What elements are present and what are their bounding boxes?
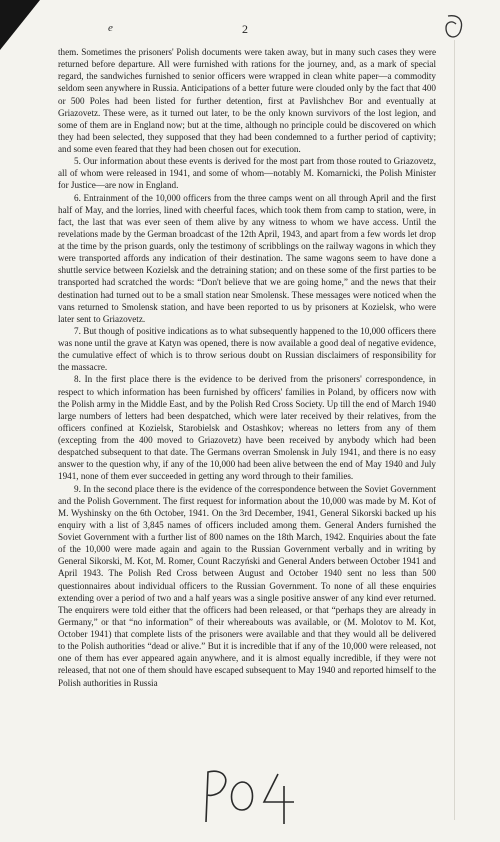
paragraph-6: 6. Entrainment of the 10,000 officers from the three camps went on all through April and the first half of May, and the lorries, lined with cheerful faces, which took them from camp to station, were, in fact, the last that was ever seen of them alive by any witness to whom we have access. Until the revelations made by the German broadcast of the 12th April, 1943, and apart from a few words let drop at the time by the prison guards, only the testimony of scribblings on the railway wagons in which they were transported affords any indication of their destination. The same wagons seem to have done a shuttle service between Kozielsk and the detraining station; and on these some of the first parties to be transported had scratched the words: “Don't believe that we are going home,” and the news that their destination had turned out to be a small station near Smolensk. These messages were noticed when the vans returned to Smolensk station, and have been reported to us by prisoners at Kozielsk, who were later sent to Griazovetz. — [58, 192, 436, 324]
corner-black-mark — [0, 0, 40, 50]
paragraph-continuation: them. Sometimes the prisoners' Polish documents were taken away, but in many such cases they were returned before departure. All were furnished with rations for the journey, and, as a mark of special regard, the sandwiches furnished to senior officers were wrapped in clean white paper—a commodity seldom seen anywhere in Russia. Anticipations of a better future were clouded only by the fact that 400 or 500 Poles had been listed for further detention, first at Pavlishchev Bor and eventually at Griazovetz. These were, as it turned out later, to be the only known survivors of the lost legion, and some of them are in England now; but at the time, although no principle could be discovered on which they had been selected, they supposed that they had been condemned to a further period of captivity; and some even feared that they had been chosen out for execution. — [58, 47, 436, 154]
page-edge-shadow — [454, 40, 455, 820]
corner-loop-mark — [442, 12, 466, 42]
handwritten-po4-mark — [198, 762, 308, 832]
page-number: 2 — [242, 22, 248, 36]
paragraph-9: 9. In the second place there is the evidence of the correspondence between the Soviet Government and the Polish Government. The first request for information about the 10,000 was made by M. Kot of M. Wyshinsky on the 6th October, 1941. On the 3rd December, 1941, General Sikorski backed up his enquiry with a list of 3,845 names of officers included among them. General Anders furnished the Soviet Government with a further list of 800 names on the 18th March, 1942. Enquiries about the fate of the 10,000 were made again and again to the Russian Government verbally and in writing by General Sikorski, M. Kot, M. Romer, Count Raczyński and General Anders between October 1941 and April 1943. The Polish Red Cross between August and October 1940 sent no less than 500 questionnaires about individual officers to the Russian Government. To none of all these enquiries extending over a period of two and a half years was a single positive answer of any kind ever returned. The enquirers were told either that the officers had been released, or that “perhaps they are already in Germany,” or that “no information” of their whereabouts was available, or (M. Molotov to M. Kot, October 1941) that complete lists of the prisoners were available and that they would all be delivered to the Polish authorities “dead or alive.” But it is incredible that if any of the 10,000 were released, not one of them has ever appeared again anywhere, and it is almost equally incredible, if they were not released, that not one of them should have escaped subsequent to May 1940 and reported himself to the Polish authorities in Russia — [58, 483, 436, 688]
document-body — [58, 46, 436, 689]
margin-scribble: e — [108, 22, 113, 34]
paragraph-7: 7. But though of positive indications as to what subsequently happened to the 10,000 officers there was none until the grave at Katyn was opened, there is now available a good deal of negative evidence, the cumulative effect of which is to throw serious doubt on Russian disclaimers of responsibility for the massacre. — [58, 325, 436, 373]
paragraph-5: 5. Our information about these events is derived for the most part from those routed to Griazovetz, all of whom were released in 1941, and some of whom—notably M. Komarnicki, the Polish Minister for Justice—are now in England. — [58, 156, 436, 191]
paragraph-8: 8. In the first place there is the evidence to be derived from the prisoners' correspondence, in respect to which information has been furnished by officers' families in Poland, by officers now with the Polish army in the Middle East, and by the Polish Red Cross Society. Up till the end of March 1940 large numbers of letters had been despatched, which were later received by their relatives, from the officers confined at Kozielsk, Starobielsk and Ostashkov; whereas no letters from any of them (excepting from the 400 moved to Griazovetz) have been received by anybody which had been despatched subsequent to that date. The Germans overran Smolensk in July 1941, and there is no easy answer to the question why, if any of the 10,000 had been alive between the end of May 1940 and July 1941, none of them ever succeeded in getting any word through to their families. — [58, 374, 436, 482]
